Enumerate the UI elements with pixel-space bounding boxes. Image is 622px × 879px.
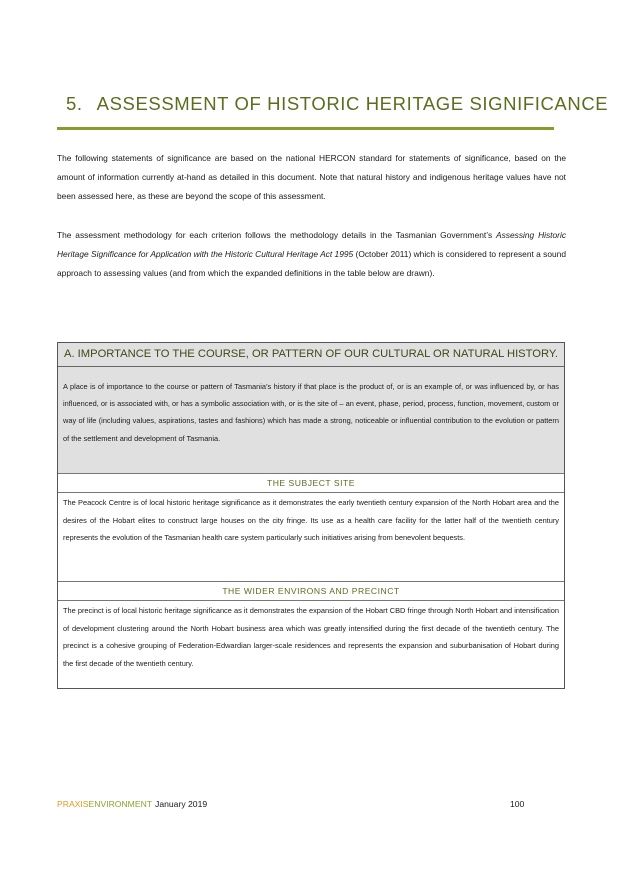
intro-p2-post: (October 2011) which is considered to represent a sound approach to assessing values (and from which the expanded definitions in the table below are drawn). [57,249,567,279]
intro-paragraph-1: The following statements of significance are based on the national HERCON standard for statements of significance, based on the amount of information currently at-hand as detailed in this document. Note that natural history and indigenous heritage values have not been assessed here, as these are beyond the scope of this assessment. [57,153,566,202]
section-heading [66,93,608,115]
footer-brand-praxis: PRAXIS [57,799,89,809]
footer-brand-environment: ENVIRONMENT [88,799,153,809]
section-title: ASSESSMENT OF HISTORIC HERITAGE SIGNIFICANCE [96,93,609,114]
criterion-title: A. IMPORTANCE TO THE COURSE, OR PATTERN OF OUR CULTURAL OR NATURAL HISTORY. [58,343,564,367]
footer [57,799,207,809]
criterion-definition: A place is of importance to the course or pattern of Tasmania’s history if that place is the product of, or is an example of, or was influenced by, or has influenced, or is associated with, or has a symbolic association with, or is the site of – an event, phase, period, process, function, movement, custom or way of life (including values, aspirations, tastes and fashions) which has made a strong, noticeable or influential contribution to the evolution or pattern of the settlement and development of Tasmania. [58,367,564,474]
criterion-table [57,342,565,689]
wider-environs-heading: THE WIDER ENVIRONS AND PRECINCT [58,582,564,601]
subject-site-text: The Peacock Centre is of local historic heritage significance as it demonstrates the early twentieth century expansion of the North Hobart area and the desires of the Hobart elites to construct large houses on the city fringe. Its use as a health care facility for the latter half of the twentieth century represents the evolution of the Tasmanian health care system particularly such initiatives arising from benevolent bequests. [58,493,564,582]
subject-site-heading: THE SUBJECT SITE [58,474,564,493]
intro-paragraph-2 [57,226,566,284]
footer-date: January 2019 [155,799,208,809]
intro-p2-pre: The assessment methodology for each criterion follows the methodology details in the Tasmanian Government’s [57,230,497,240]
page-number: 100 [510,799,525,809]
intro-p2-publication-title: Assessing Historic Heritage Significance for Application with the Historic Cultural Heritage Act 1995 [57,230,567,260]
section-number: 5. [66,93,83,114]
heading-rule [57,127,554,130]
wider-environs-text: The precinct is of local historic heritage significance as it demonstrates the expansion of the Hobart CBD fringe through North Hobart and intensification of development clustering around the North Hobart business area which was greatly intensified during the first decade of the twentieth century. The precinct is a cohesive grouping of Federation-Edwardian larger-scale residences and represents the expansion and suburbanisation of Hobart during the first decade of the twentieth century. [63,606,559,668]
